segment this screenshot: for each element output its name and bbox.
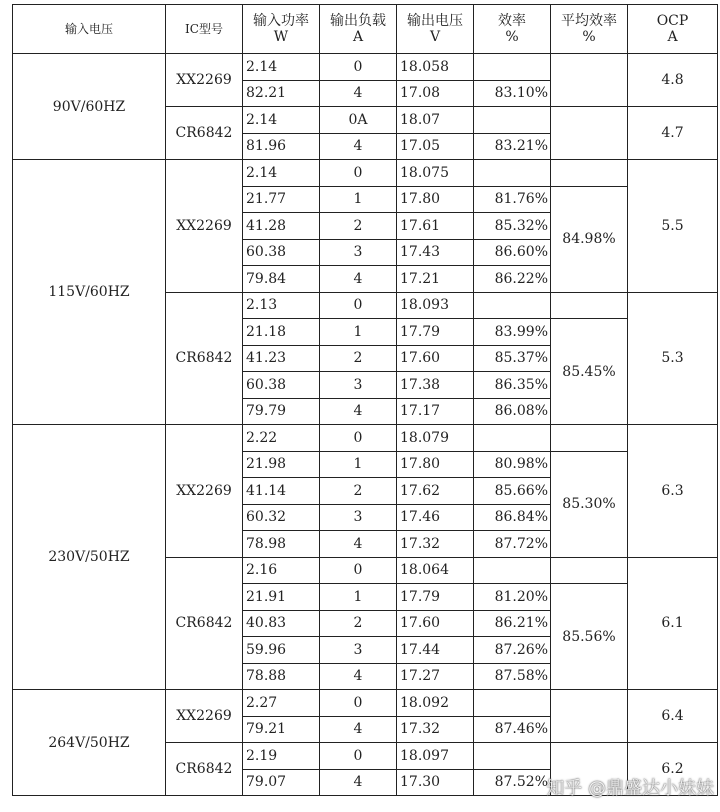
- input-power-cell: 60.38: [243, 239, 320, 266]
- efficiency-cell: 86.84%: [474, 504, 551, 531]
- output-load-cell: 4: [320, 716, 397, 743]
- output-load-cell: 1: [320, 186, 397, 213]
- table-body: [13, 54, 718, 796]
- input-power-cell: 78.98: [243, 531, 320, 558]
- input-power-cell: 40.83: [243, 610, 320, 637]
- ocp-cell: 6.4: [628, 690, 718, 743]
- efficiency-table: [12, 4, 718, 796]
- ocp-cell: 6.2: [628, 743, 718, 796]
- output-voltage-cell: 18.075: [397, 160, 474, 187]
- output-load-cell: 3: [320, 637, 397, 664]
- header-input-voltage: 输入电压: [13, 5, 166, 54]
- efficiency-cell: [474, 54, 551, 81]
- output-voltage-cell: 17.60: [397, 345, 474, 372]
- avg-efficiency-cell: [551, 54, 628, 107]
- efficiency-cell: 80.98%: [474, 451, 551, 478]
- input-power-cell: 21.77: [243, 186, 320, 213]
- output-load-cell: 0: [320, 54, 397, 81]
- input-power-cell: 41.23: [243, 345, 320, 372]
- input-power-cell: 2.27: [243, 690, 320, 717]
- output-voltage-cell: 17.79: [397, 319, 474, 346]
- output-load-cell: 4: [320, 266, 397, 293]
- output-load-cell: 0A: [320, 107, 397, 134]
- input-power-cell: 21.18: [243, 319, 320, 346]
- ocp-cell: 4.7: [628, 107, 718, 160]
- input-power-cell: 79.07: [243, 769, 320, 796]
- input-power-cell: 60.32: [243, 504, 320, 531]
- input-power-cell: 41.28: [243, 213, 320, 240]
- output-voltage-cell: 17.80: [397, 451, 474, 478]
- ocp-cell: 5.5: [628, 160, 718, 293]
- avg-efficiency-cell: 85.30%: [551, 451, 628, 557]
- input-power-cell: 79.21: [243, 716, 320, 743]
- efficiency-cell: 86.60%: [474, 239, 551, 266]
- header-avg-efficiency: 平均效率 %: [551, 5, 628, 54]
- efficiency-cell: 86.22%: [474, 266, 551, 293]
- efficiency-cell: 81.76%: [474, 186, 551, 213]
- efficiency-cell: 83.99%: [474, 319, 551, 346]
- output-voltage-cell: 18.064: [397, 557, 474, 584]
- table-row: [13, 425, 718, 452]
- ic-model-cell: CR6842: [166, 743, 243, 796]
- output-voltage-cell: 17.60: [397, 610, 474, 637]
- input-power-cell: 59.96: [243, 637, 320, 664]
- output-voltage-cell: 18.097: [397, 743, 474, 770]
- avg-efficiency-cell: 85.45%: [551, 319, 628, 425]
- output-voltage-cell: 17.27: [397, 663, 474, 690]
- input-power-cell: 81.96: [243, 133, 320, 160]
- output-voltage-cell: 17.44: [397, 637, 474, 664]
- table-row: [13, 54, 718, 81]
- input-power-cell: 21.98: [243, 451, 320, 478]
- efficiency-cell: 86.21%: [474, 610, 551, 637]
- output-load-cell: 4: [320, 769, 397, 796]
- ocp-cell: 6.1: [628, 557, 718, 690]
- efficiency-cell: [474, 292, 551, 319]
- avg-efficiency-cell: 84.98%: [551, 186, 628, 292]
- efficiency-cell: [474, 425, 551, 452]
- avg-efficiency-blank-cell: [551, 425, 628, 452]
- ic-model-cell: CR6842: [166, 292, 243, 425]
- output-load-cell: 2: [320, 478, 397, 505]
- output-load-cell: 0: [320, 557, 397, 584]
- avg-efficiency-blank-cell: [551, 292, 628, 319]
- output-voltage-cell: 18.093: [397, 292, 474, 319]
- efficiency-cell: [474, 690, 551, 717]
- header-efficiency: 效率 %: [474, 5, 551, 54]
- output-voltage-cell: 17.61: [397, 213, 474, 240]
- efficiency-cell: [474, 160, 551, 187]
- output-load-cell: 2: [320, 213, 397, 240]
- efficiency-cell: 83.21%: [474, 133, 551, 160]
- avg-efficiency-cell: 85.56%: [551, 584, 628, 690]
- input-power-cell: 21.91: [243, 584, 320, 611]
- avg-efficiency-blank-cell: [551, 160, 628, 187]
- output-load-cell: 4: [320, 398, 397, 425]
- avg-efficiency-cell: [551, 743, 628, 796]
- output-load-cell: 4: [320, 663, 397, 690]
- header-ic-model: IC型号: [166, 5, 243, 54]
- ic-model-cell: XX2269: [166, 425, 243, 558]
- avg-efficiency-cell: [551, 107, 628, 160]
- header-output-load: 输出负载 A: [320, 5, 397, 54]
- efficiency-cell: [474, 743, 551, 770]
- output-load-cell: 4: [320, 80, 397, 107]
- avg-efficiency-blank-cell: [551, 557, 628, 584]
- input-power-cell: 2.14: [243, 107, 320, 134]
- input-power-cell: 60.38: [243, 372, 320, 399]
- efficiency-cell: [474, 107, 551, 134]
- efficiency-cell: 87.26%: [474, 637, 551, 664]
- header-ocp: OCP A: [628, 5, 718, 54]
- input-power-cell: 2.14: [243, 54, 320, 81]
- input-voltage-cell: 230V/50HZ: [13, 425, 166, 690]
- output-load-cell: 4: [320, 133, 397, 160]
- table-row: [13, 160, 718, 187]
- output-voltage-cell: 18.079: [397, 425, 474, 452]
- ocp-cell: 4.8: [628, 54, 718, 107]
- input-voltage-cell: 264V/50HZ: [13, 690, 166, 796]
- header-input-power: 输入功率 W: [243, 5, 320, 54]
- output-load-cell: 1: [320, 584, 397, 611]
- efficiency-cell: [474, 557, 551, 584]
- efficiency-cell: 85.37%: [474, 345, 551, 372]
- header-row: [13, 5, 718, 54]
- output-load-cell: 3: [320, 504, 397, 531]
- table-row: [13, 690, 718, 717]
- input-power-cell: 79.79: [243, 398, 320, 425]
- output-voltage-cell: 17.79: [397, 584, 474, 611]
- output-voltage-cell: 17.46: [397, 504, 474, 531]
- output-load-cell: 0: [320, 160, 397, 187]
- ocp-cell: 6.3: [628, 425, 718, 558]
- ic-model-cell: XX2269: [166, 54, 243, 107]
- output-voltage-cell: 17.32: [397, 531, 474, 558]
- efficiency-cell: 87.52%: [474, 769, 551, 796]
- output-voltage-cell: 17.62: [397, 478, 474, 505]
- efficiency-cell: 87.58%: [474, 663, 551, 690]
- avg-efficiency-cell: [551, 690, 628, 743]
- output-load-cell: 2: [320, 610, 397, 637]
- watermark: 知乎 @鼎盛达小妹妹: [546, 778, 714, 799]
- input-power-cell: 78.88: [243, 663, 320, 690]
- output-voltage-cell: 17.32: [397, 716, 474, 743]
- header-output-voltage: 输出电压 V: [397, 5, 474, 54]
- efficiency-cell: 81.20%: [474, 584, 551, 611]
- input-voltage-cell: 115V/60HZ: [13, 160, 166, 425]
- ic-model-cell: XX2269: [166, 690, 243, 743]
- efficiency-cell: 86.35%: [474, 372, 551, 399]
- output-load-cell: 4: [320, 531, 397, 558]
- input-power-cell: 79.84: [243, 266, 320, 293]
- output-voltage-cell: 17.05: [397, 133, 474, 160]
- input-power-cell: 2.14: [243, 160, 320, 187]
- efficiency-cell: 86.08%: [474, 398, 551, 425]
- ic-model-cell: CR6842: [166, 557, 243, 690]
- output-voltage-cell: 17.38: [397, 372, 474, 399]
- output-load-cell: 1: [320, 319, 397, 346]
- output-voltage-cell: 18.092: [397, 690, 474, 717]
- output-voltage-cell: 18.07: [397, 107, 474, 134]
- output-load-cell: 0: [320, 690, 397, 717]
- efficiency-cell: 85.66%: [474, 478, 551, 505]
- output-load-cell: 0: [320, 425, 397, 452]
- efficiency-table-wrapper: [12, 4, 717, 796]
- output-voltage-cell: 17.17: [397, 398, 474, 425]
- output-voltage-cell: 17.43: [397, 239, 474, 266]
- ocp-cell: 5.3: [628, 292, 718, 425]
- output-load-cell: 1: [320, 451, 397, 478]
- efficiency-cell: 85.32%: [474, 213, 551, 240]
- output-load-cell: 3: [320, 239, 397, 266]
- input-power-cell: 2.13: [243, 292, 320, 319]
- output-voltage-cell: 18.058: [397, 54, 474, 81]
- output-load-cell: 0: [320, 743, 397, 770]
- output-voltage-cell: 17.21: [397, 266, 474, 293]
- ic-model-cell: CR6842: [166, 107, 243, 160]
- output-load-cell: 3: [320, 372, 397, 399]
- output-voltage-cell: 17.80: [397, 186, 474, 213]
- efficiency-cell: 87.46%: [474, 716, 551, 743]
- output-load-cell: 0: [320, 292, 397, 319]
- efficiency-cell: 83.10%: [474, 80, 551, 107]
- input-voltage-cell: 90V/60HZ: [13, 54, 166, 160]
- output-load-cell: 2: [320, 345, 397, 372]
- input-power-cell: 2.16: [243, 557, 320, 584]
- input-power-cell: 41.14: [243, 478, 320, 505]
- output-voltage-cell: 17.30: [397, 769, 474, 796]
- input-power-cell: 82.21: [243, 80, 320, 107]
- input-power-cell: 2.19: [243, 743, 320, 770]
- efficiency-cell: 87.72%: [474, 531, 551, 558]
- output-voltage-cell: 17.08: [397, 80, 474, 107]
- input-power-cell: 2.22: [243, 425, 320, 452]
- ic-model-cell: XX2269: [166, 160, 243, 293]
